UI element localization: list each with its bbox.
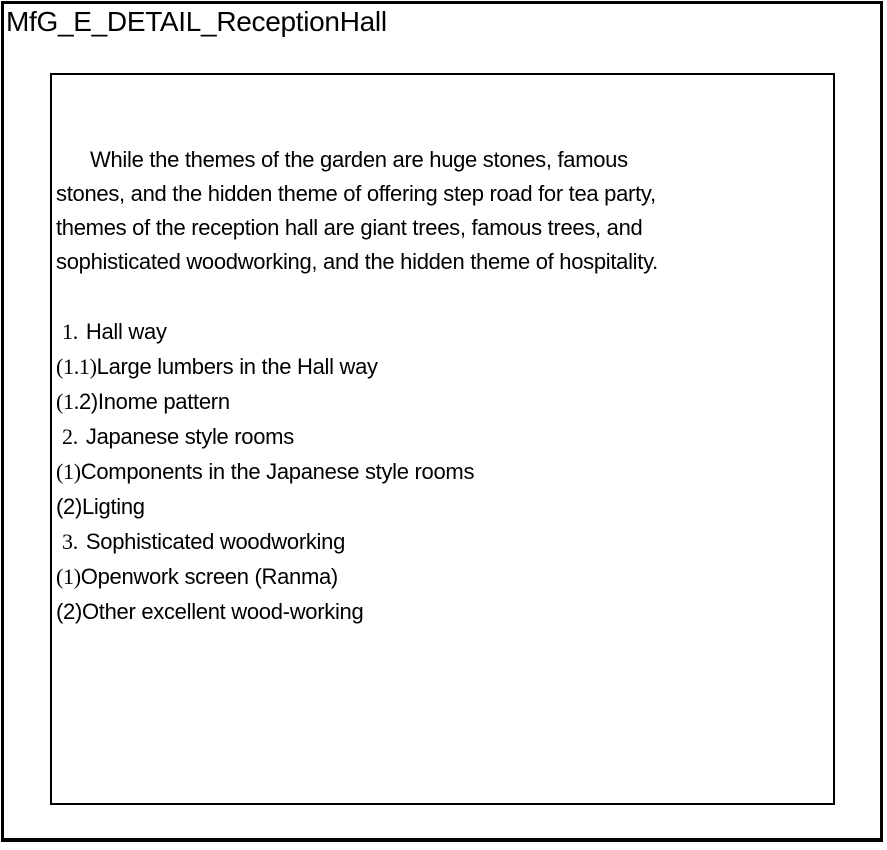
outline-item-label: Large lumbers in the Hall way [96, 354, 378, 379]
outline-item [56, 489, 829, 524]
outline-item-label: Hall way [85, 319, 167, 344]
paragraph-line: sophisticated woodworking, and the hidden theme of hospitality. [56, 249, 658, 274]
paragraph-line: stones, and the hidden theme of offering step road for tea party, [56, 181, 656, 206]
outline-item-number-serif: (1) [56, 459, 81, 484]
paragraph-line: While the themes of the garden are huge stones, famous [90, 147, 628, 172]
outline-item-number-serif: 3. [62, 529, 78, 554]
outline-item [56, 454, 829, 489]
outline-item-number-serif: (1. [56, 389, 79, 414]
outline-item-number-sans: 2) [78, 389, 98, 414]
outline-item-label: Components in the Japanese style rooms [80, 459, 475, 484]
outline-item-number-serif: (1.1) [56, 354, 97, 379]
outline-item [56, 314, 829, 349]
paragraph-line: themes of the reception hall are giant trees, famous trees, and [56, 215, 643, 240]
outline-item [56, 349, 829, 384]
outline-list [56, 314, 829, 629]
outline-item-label: Openwork screen (Ranma) [80, 564, 338, 589]
outline-item-label: Sophisticated woodworking [85, 529, 346, 554]
content-box [50, 73, 835, 805]
outline-item-label: Japanese style rooms [85, 424, 294, 449]
outline-item-number-serif: 1. [62, 319, 78, 344]
outline-item-number-serif: (1) [56, 564, 81, 589]
page-title: MfG_E_DETAIL_ReceptionHall [6, 6, 387, 37]
outline-item [56, 559, 829, 594]
outline-item [56, 384, 829, 419]
outline-item [56, 524, 829, 559]
outline-item-label: Other excellent wood-working [82, 599, 364, 624]
outline-item-number-sans: (2) [56, 494, 82, 519]
intro-paragraph [56, 143, 829, 279]
outline-item-label: Inome pattern [97, 389, 230, 414]
outline-item [56, 594, 829, 629]
outline-item-number-sans: (2) [56, 599, 82, 624]
outline-item [56, 419, 829, 454]
outline-item-number-serif: 2. [62, 424, 78, 449]
outline-item-label: Ligting [82, 494, 145, 519]
page-frame [1, 1, 883, 842]
